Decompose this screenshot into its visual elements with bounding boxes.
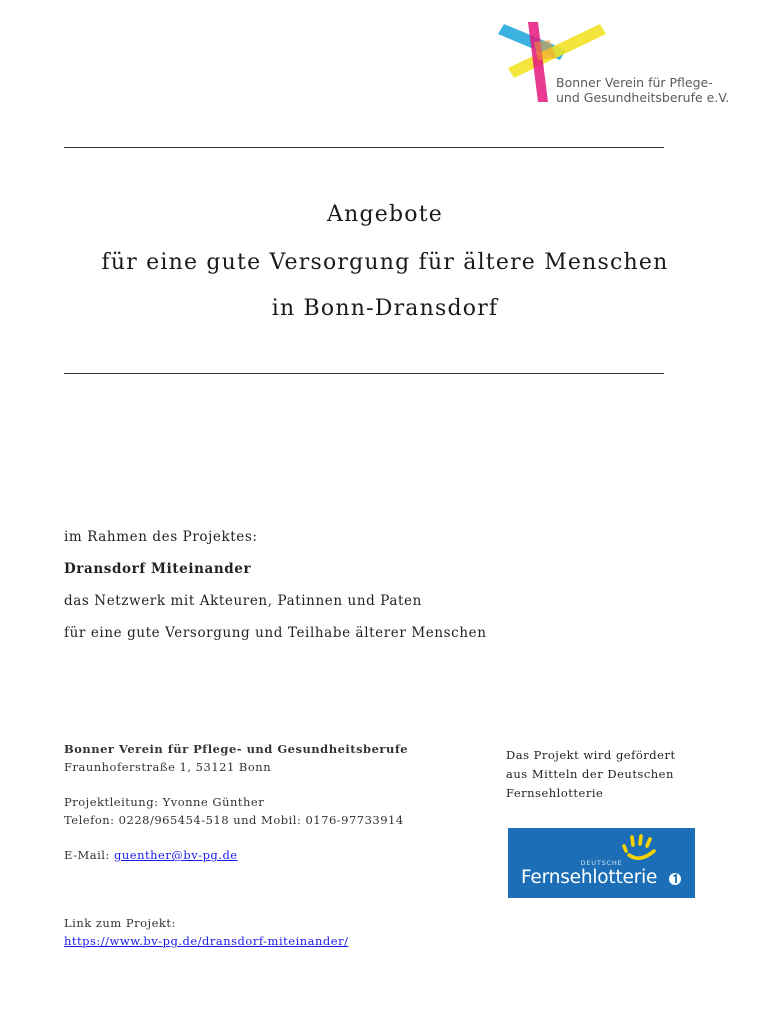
project-description-2: für eine gute Versorgung und Teilhabe älterer Menschen bbox=[64, 625, 487, 641]
project-link-label: Link zum Projekt: bbox=[64, 916, 176, 930]
email-label: E-Mail: bbox=[64, 848, 115, 862]
contact-block bbox=[64, 740, 408, 864]
email-link[interactable]: guenther@bv-pg.de bbox=[114, 848, 238, 862]
funding-line-2: aus Mitteln der Deutschen bbox=[506, 767, 674, 781]
lotto-small-text: DEUTSCHE bbox=[580, 859, 623, 867]
project-intro: im Rahmen des Projektes: bbox=[64, 529, 258, 545]
title-line-1: Angebote bbox=[327, 202, 443, 227]
contact-email-row bbox=[64, 846, 408, 864]
logo-line-2: und Gesundheitsberufe e.V. bbox=[556, 90, 730, 105]
contact-phone: Telefon: 0228/965454-518 und Mobil: 0176-97733914 bbox=[64, 813, 404, 827]
logo-text bbox=[556, 75, 729, 105]
contact-org: Bonner Verein für Pflege- und Gesundheitsberufe bbox=[64, 742, 409, 756]
lotto-wordmark: Fernsehlotterie bbox=[521, 867, 658, 888]
contact-address: Fraunhoferstraße 1, 53121 Bonn bbox=[64, 760, 272, 774]
funding-line-3: Fernsehlotterie bbox=[506, 786, 604, 800]
project-description-1: das Netzwerk mit Akteuren, Patinnen und Paten bbox=[64, 593, 422, 609]
fernsehlotterie-logo bbox=[508, 828, 695, 898]
divider-bottom bbox=[64, 373, 664, 374]
title-line-2: für eine gute Versorgung für ältere Menschen bbox=[101, 250, 669, 275]
funding-note bbox=[506, 746, 676, 803]
title-line-3: in Bonn-Dransdorf bbox=[271, 296, 499, 321]
bonner-verein-logo bbox=[494, 20, 744, 110]
divider-top bbox=[64, 147, 664, 148]
project-name: Dransdorf Miteinander bbox=[64, 561, 252, 577]
ard-one-icon bbox=[668, 872, 682, 886]
project-link-block bbox=[64, 914, 348, 950]
project-link[interactable]: https://www.bv-pg.de/dransdorf-miteinander/ bbox=[64, 934, 349, 948]
contact-lead: Projektleitung: Yvonne Günther bbox=[64, 795, 265, 809]
funding-line-1: Das Projekt wird gefördert bbox=[506, 748, 676, 762]
logo-line-1: Bonner Verein für Pflege- bbox=[556, 75, 713, 90]
